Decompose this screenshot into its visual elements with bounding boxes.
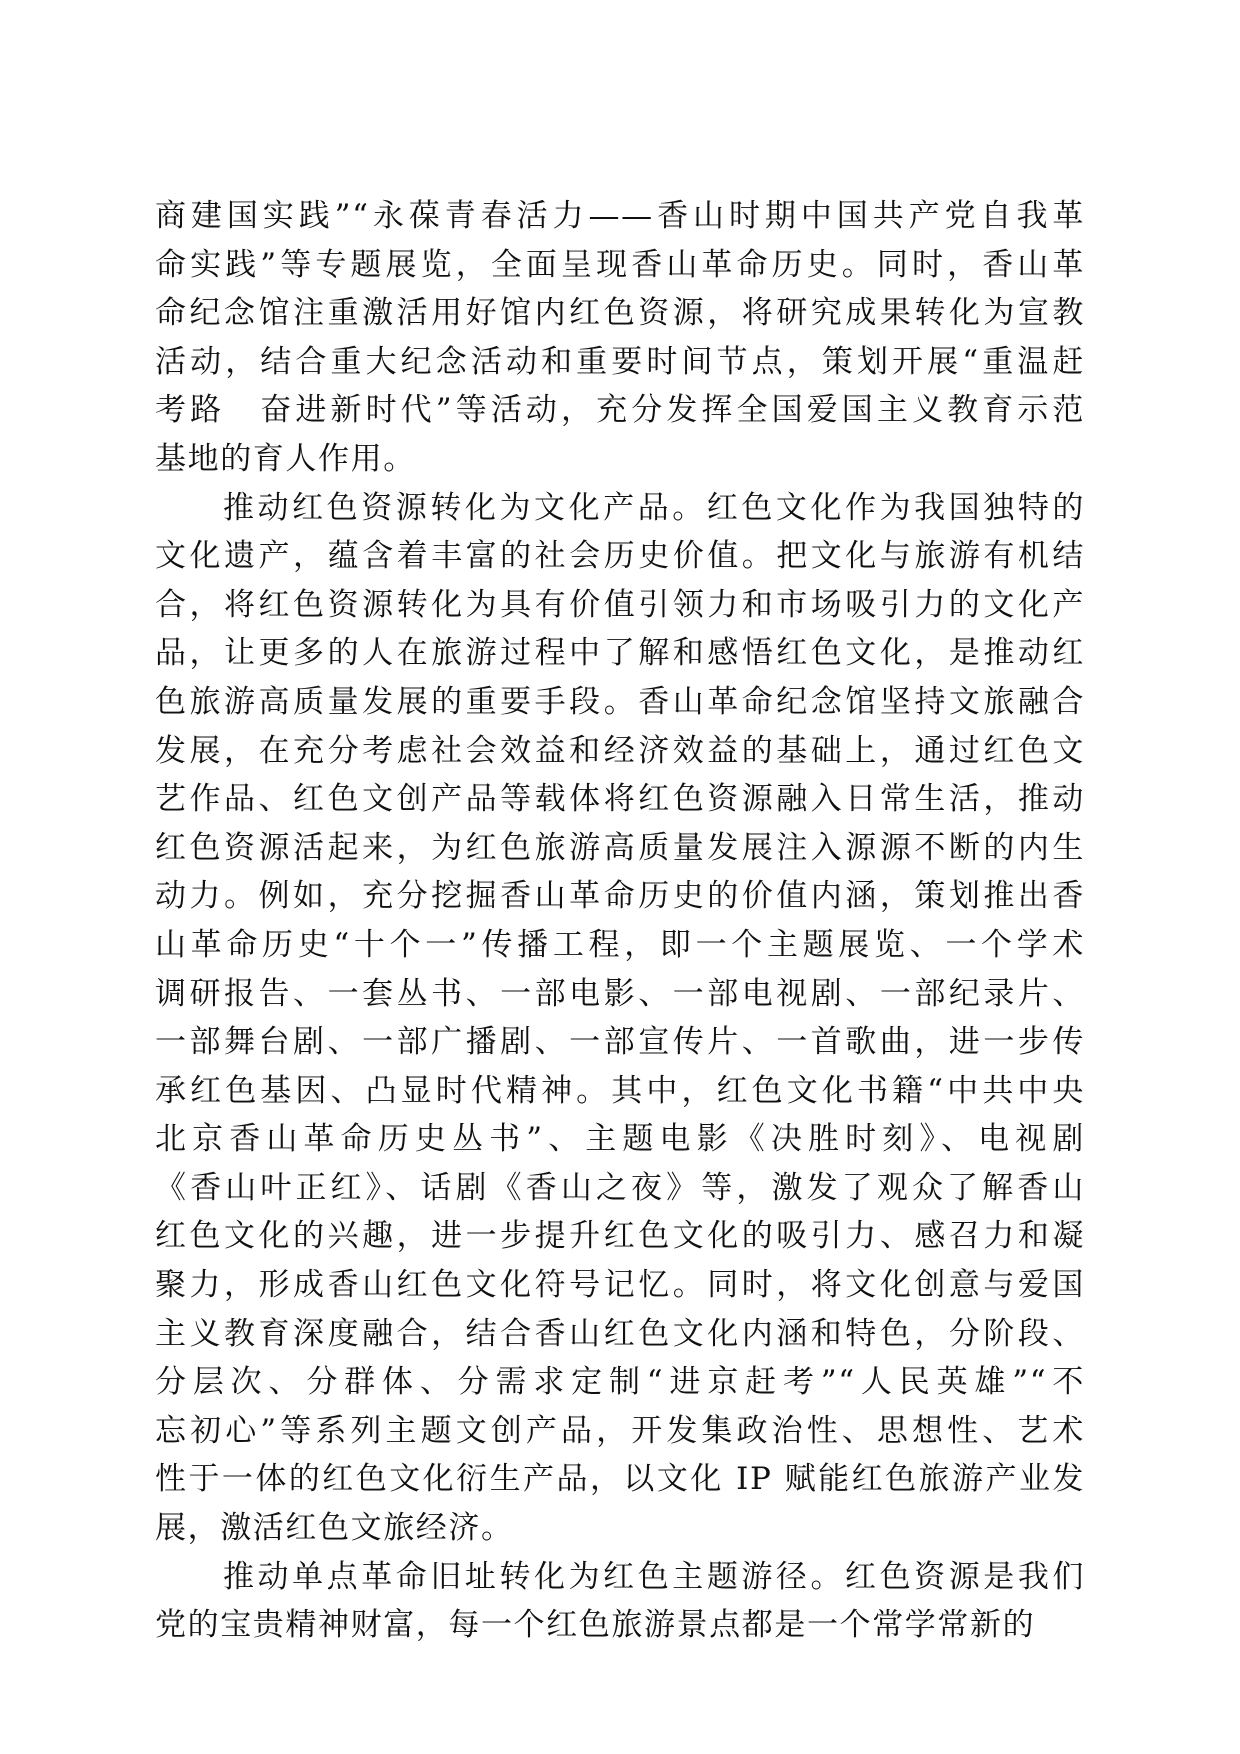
text-line: 色旅游高质量发展的重要手段。香山革命纪念馆坚持文旅融合 [155, 683, 1085, 720]
text-line: 《香山叶正红》、话剧《香山之夜》等，激发了观众了解香山 [155, 1169, 1085, 1206]
text-line: 基地的育人作用。 [155, 440, 416, 477]
text-line: 主义教育深度融合，结合香山红色文化内涵和特色，分阶段、 [155, 1315, 1085, 1352]
text-line: 忘初心”等系列主题文创产品，开发集政治性、思想性、艺术 [155, 1412, 1085, 1449]
text-line: 命纪念馆注重激活用好馆内红色资源，将研究成果转化为宣教 [155, 295, 1085, 332]
text-line: 推动红色资源转化为文化产品。红色文化作为我国独特的 [223, 489, 1085, 526]
text-line: 红色文化的兴趣，进一步提升红色文化的吸引力、感召力和凝 [155, 1218, 1085, 1255]
text-line: 分层次、分群体、分需求定制“进京赶考”“人民英雄”“不 [155, 1364, 1085, 1401]
text-line: 文化遗产，蕴含着丰富的社会历史价值。把文化与旅游有机结 [155, 538, 1085, 575]
paragraph-cultural-products [155, 484, 1085, 1553]
text-line: 党的宝贵精神财富，每一个红色旅游景点都是一个常学常新的 [155, 1607, 1036, 1644]
text-line: 山革命历史“十个一”传播工程，即一个主题展览、一个学术 [155, 926, 1085, 963]
text-line: 艺作品、红色文创产品等载体将红色资源融入日常生活，推动 [155, 781, 1085, 818]
text-line: 活动，结合重大纪念活动和重要时间节点，策划开展“重温赶 [155, 343, 1085, 380]
paragraph-themed-routes [155, 1553, 1085, 1650]
text-line: 聚力，形成香山红色文化符号记忆。同时，将文化创意与爱国 [155, 1267, 1085, 1304]
text-line: 动力。例如，充分挖掘香山革命历史的价值内涵，策划推出香 [155, 878, 1085, 915]
text-line: 品，让更多的人在旅游过程中了解和感悟红色文化，是推动红 [155, 635, 1085, 672]
text-line: 性于一体的红色文化衍生产品，以文化 IP 赋能红色旅游产业发 [155, 1461, 1085, 1498]
text-line: 发展，在充分考虑社会效益和经济效益的基础上，通过红色文 [155, 732, 1085, 769]
text-line: 展，激活红色文旅经济。 [155, 1510, 514, 1547]
text-line: 合，将红色资源转化为具有价值引领力和市场吸引力的文化产 [155, 586, 1085, 623]
paragraph-continuation [155, 192, 1085, 484]
text-line: 商建国实践”“永葆青春活力——香山时期中国共产党自我革 [155, 198, 1085, 234]
text-line: 调研报告、一套丛书、一部电影、一部电视剧、一部纪录片、 [155, 975, 1085, 1012]
text-line: 推动单点革命旧址转化为红色主题游径。红色资源是我们 [223, 1558, 1085, 1595]
text-line: 一部舞台剧、一部广播剧、一部宣传片、一首歌曲，进一步传 [155, 1024, 1085, 1061]
text-line: 考路 奋进新时代”等活动，充分发挥全国爱国主义教育示范 [155, 392, 1085, 429]
text-line: 命实践”等专题展览，全面呈现香山革命历史。同时，香山革 [155, 246, 1085, 283]
text-line: 北京香山革命历史丛书”、主题电影《决胜时刻》、电视剧 [155, 1121, 1085, 1158]
text-line: 承红色基因、凸显时代精神。其中，红色文化书籍“中共中央 [155, 1072, 1085, 1109]
text-line: 红色资源活起来，为红色旅游高质量发展注入源源不断的内生 [155, 829, 1085, 866]
body-text [155, 192, 1085, 1650]
